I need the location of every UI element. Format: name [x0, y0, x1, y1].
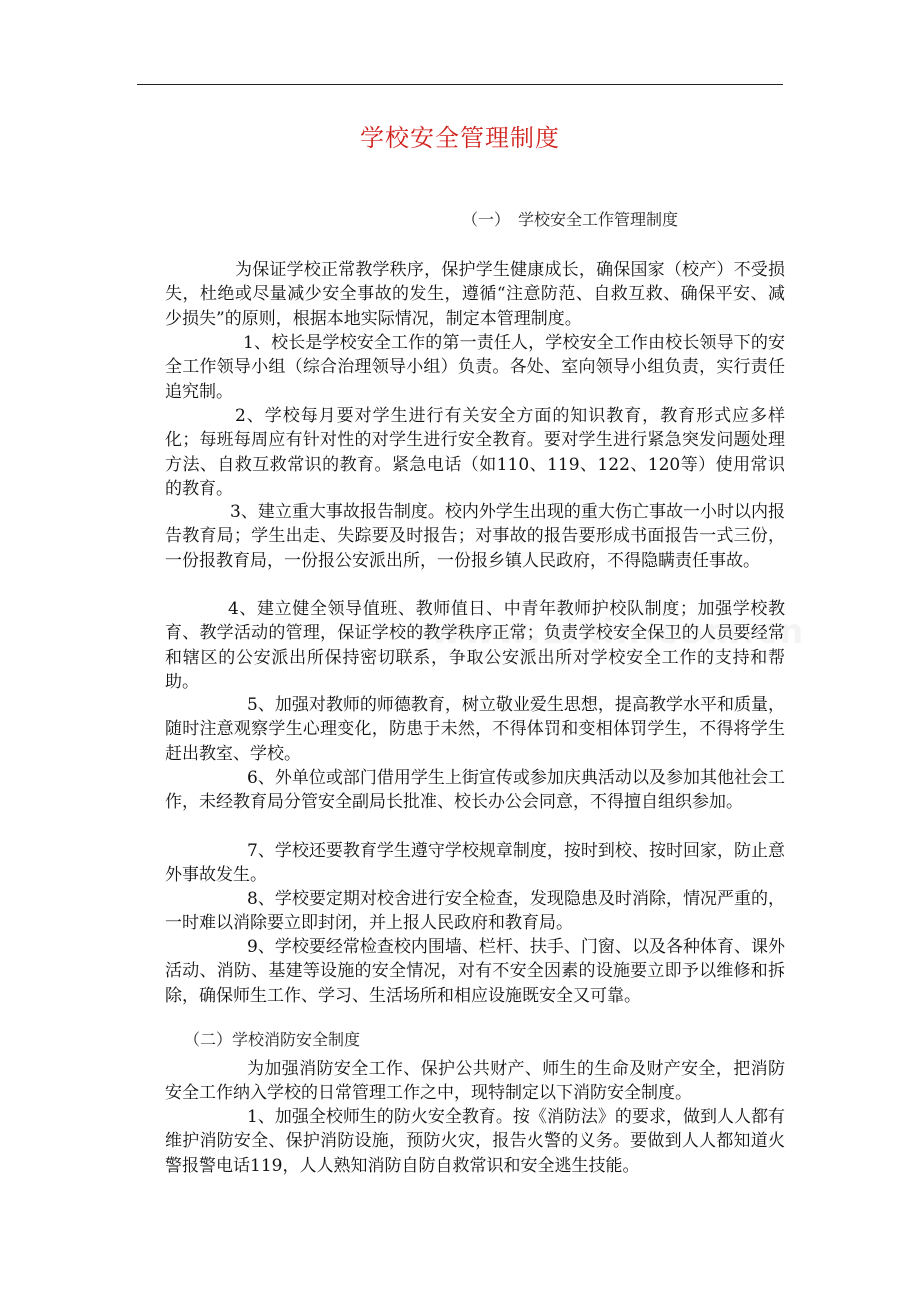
paragraph-fire-item-1: 1、加强全校师生的防火安全教育。按《消防法》的要求，做到人人都有维护消防安全、保护消防设施，预防火灾，报告火警的义务。要做到人人都知道火警报警电话119，人人熟知消防自防自救常识和安全逃生技能。: [165, 1107, 785, 1176]
paragraph-item-2: 2、学校每月要对学生进行有关安全方面的知识教育，教育形式应多样化；每班每周应有针对性的对学生进行安全教育。要对学生进行紧急突发问题处理方法、自救互救常识的教育。紧急电话（如110、119、122、120等）使用常识的教育。: [165, 406, 785, 500]
header-rule: [137, 84, 783, 85]
paragraph-fire-intro: 为加强消防安全工作、保护公共财产、师生的生命及财产安全，把消防安全工作纳入学校的日常管理工作之中，现特制定以下消防安全制度。: [165, 1059, 785, 1104]
paragraph-item-1: 1、校长是学校安全工作的第一责任人，学校安全工作由校长领导下的安全工作领导小组（综合治理领导小组）负责。各处、室向领导小组负责，实行责任追究制。: [165, 333, 785, 402]
paragraph-item-5: 5、加强对教师的师德教育，树立敬业爱生思想，提高教学水平和质量，随时注意观察学生心理变化，防患于未然，不得体罚和变相体罚学生，不得将学生赶出教室、学校。: [165, 695, 785, 764]
document-title: 学校安全管理制度: [360, 124, 560, 152]
paragraph-item-4: 4、建立健全领导值班、教师值日、中青年教师护校队制度；加强学校教育、教学活动的管理，保证学校的教学秩序正常；负责学校安全保卫的人员要经常和辖区的公安派出所保持密切联系，争取公安派出所对学校安全工作的支持和帮助。: [165, 599, 785, 693]
paragraph-item-6: 6、外单位或部门借用学生上街宣传或参加庆典活动以及参加其他社会工作，未经教育局分管安全副局长批准、校长办公会同意，不得擅自组织参加。: [165, 768, 785, 813]
paragraph-item-3: 3、建立重大事故报告制度。校内外学生出现的重大伤亡事故一小时以内报告教育局；学生出走、失踪要及时报告；对事故的报告要形成书面报告一式三份，一份报教育局，一份报公安派出所，一份报乡镇人民政府，不得隐瞒责任事故。: [165, 502, 785, 571]
paragraph-item-7: 7、学校还要教育学生遵守学校规章制度，按时到校、按时回家，防止意外事故发生。: [165, 841, 785, 886]
watermark: [430, 612, 805, 652]
section-heading-2: （二）学校消防安全制度: [184, 1030, 361, 1049]
paragraph-item-8: 8、学校要定期对校舍进行安全检查，发现隐患及时消除，情况严重的，一时难以消除要立即封闭，并上报人民政府和教育局。: [165, 889, 785, 934]
paragraph-item-9: 9、学校要经常检查校内围墙、栏杆、扶手、门窗、以及各种体育、课外活动、消防、基建等设施的安全情况，对有不安全因素的设施要立即予以维修和拆除，确保师生工作、学习、生活场所和相应设施既安全又可靠。: [165, 937, 785, 1006]
section-heading-1: （一） 学校安全工作管理制度: [462, 210, 679, 229]
paragraph-intro: 为保证学校正常教学秩序，保护学生健康成长，确保国家（校产）不受损失，杜绝或尽量减少安全事故的发生，遵循“注意防范、自救互救、确保平安、减少损失”的原则，根据本地实际情况，制定本管理制度。: [165, 260, 785, 329]
